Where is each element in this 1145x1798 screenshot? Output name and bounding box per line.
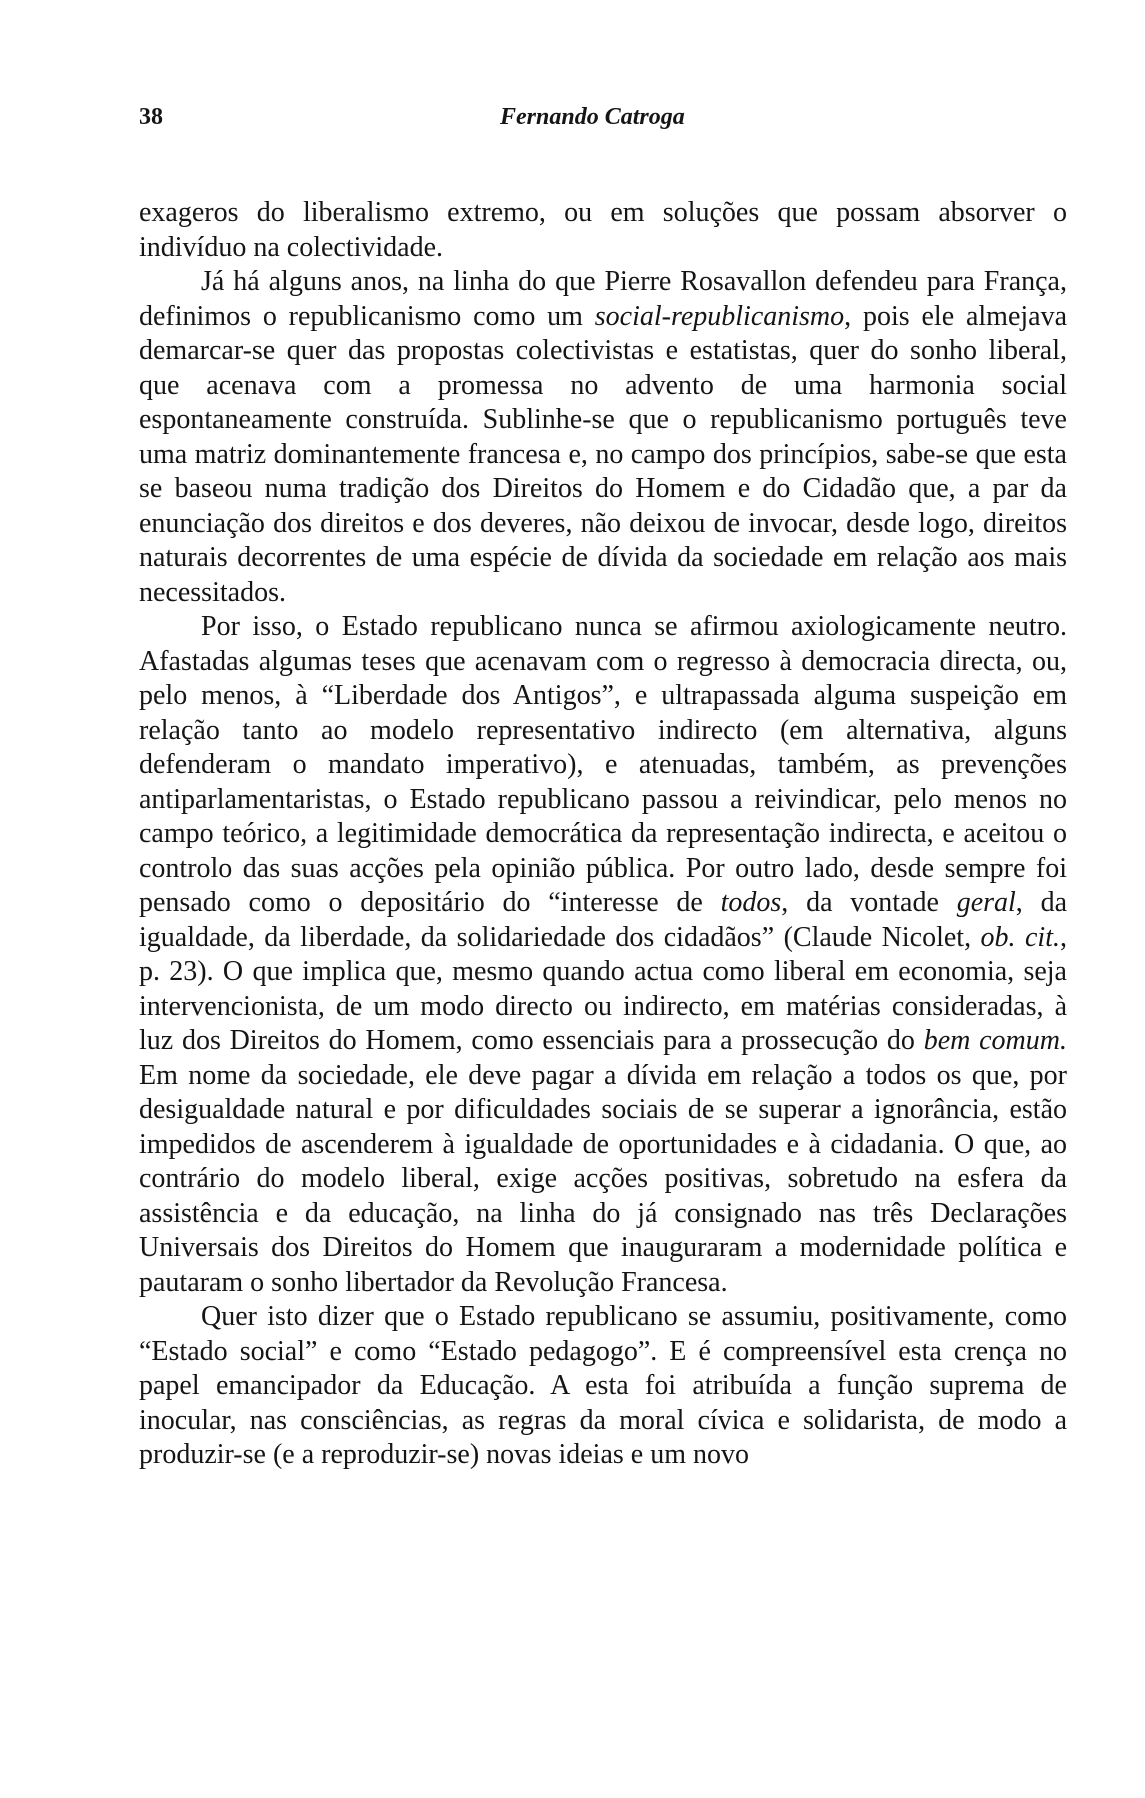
italic-text: geral — [956, 887, 1016, 918]
paragraph — [139, 196, 1067, 265]
text-segment: Em nome da sociedade, ele deve pagar a dívida em relação a todos os que, por desigualdade natural e por dificuldades sociais de se superar a ignorância, estão impedidos de ascenderem à igualdade de oportunidades e à cidadania. O que, ao contrário do modelo liberal, exige acções positivas, sobretudo na esfera da assistência e da educação, na linha do já consignado nas três Declarações Universais dos Direitos do Homem que inauguraram a modernidade política e pautaram o sonho libertador da Revolução Francesa. — [139, 1059, 1067, 1298]
running-head: Fernando Catroga — [500, 104, 685, 130]
text-segment: , pois ele almejava demarcar-se quer das propostas colectivistas e estatistas, quer do sonho liberal, que acenava com a promessa no advento de uma harmonia social espontaneamente construída. Sublinhe-se que o republicanismo português teve uma matriz dominantemente francesa e, no campo dos princípios, sabe-se que esta se baseou numa tradição dos Direitos do Homem e do Cidadão que, a par da enunciação dos direitos e dos deveres, não deixou de invocar, desde logo, direitos naturais decorrentes de uma espécie de dívida da sociedade em relação aos mais necessitados. — [139, 300, 1068, 608]
paragraph — [139, 610, 1067, 1300]
text-segment: , p. 23). O que implica que, mesmo quando actua como liberal em economia, seja intervencionista, de um modo directo ou indirecto, em matérias consideradas, à luz dos Direitos do Homem, como essenciais para a prossecução do — [139, 921, 1067, 1056]
page-header — [139, 104, 1067, 144]
text-segment: Quer isto dizer que o Estado republicano se assumiu, positivamente, como “Estado social” e como “Estado pedagogo”. E é compreensível esta crença no papel emancipador da Educação. A esta foi atribuída a função suprema de inocular, nas consciências, as regras da moral cívica e solidarista, de modo a produzir-se (e a reproduzir-se) novas ideias e um novo — [139, 1301, 1067, 1470]
text-segment: , da vontade — [781, 887, 957, 918]
text-segment: Já há alguns anos, na linha do que Pierre Rosavallon defendeu para França, definimos o republicanismo como um — [139, 266, 1067, 332]
body-text — [139, 196, 1067, 1473]
text-segment: Por isso, o Estado republicano nunca se afirmou axiologicamente neutro. Afastadas algumas teses que acenavam com o regresso à democracia directa, ou, pelo menos, à “Liberdade dos Antigos”, e ultrapassada alguma suspeição em relação tanto ao modelo representativo indirecto (em alternativa, alguns defenderam o mandato imperativo), e atenuadas, também, as prevenções antiparlamentaristas, o Estado republicano passou a reivindicar, pelo menos no campo teórico, a legitimidade democrática da representação indirecta, e aceitou o controlo das suas acções pela opinião pública. Por outro lado, desde sempre foi pensado como o depositário do “interesse de — [139, 611, 1067, 918]
text-segment: , da igualdade, da liberdade, da solidariedade dos cidadãos” (Claude Nicolet, — [139, 887, 1067, 953]
italic-text: todos — [720, 887, 782, 918]
italic-text: ob. cit. — [980, 921, 1060, 953]
text-segment: exageros do liberalismo extremo, ou em soluções que possam absorver o indivíduo na colectividade. — [139, 197, 1067, 263]
paragraph — [139, 1300, 1067, 1473]
italic-text: bem comum. — [923, 1025, 1067, 1056]
italic-text: social-republicanismo — [594, 300, 845, 332]
page-number: 38 — [139, 104, 163, 130]
book-page — [139, 0, 1067, 1798]
paragraph — [139, 265, 1067, 610]
